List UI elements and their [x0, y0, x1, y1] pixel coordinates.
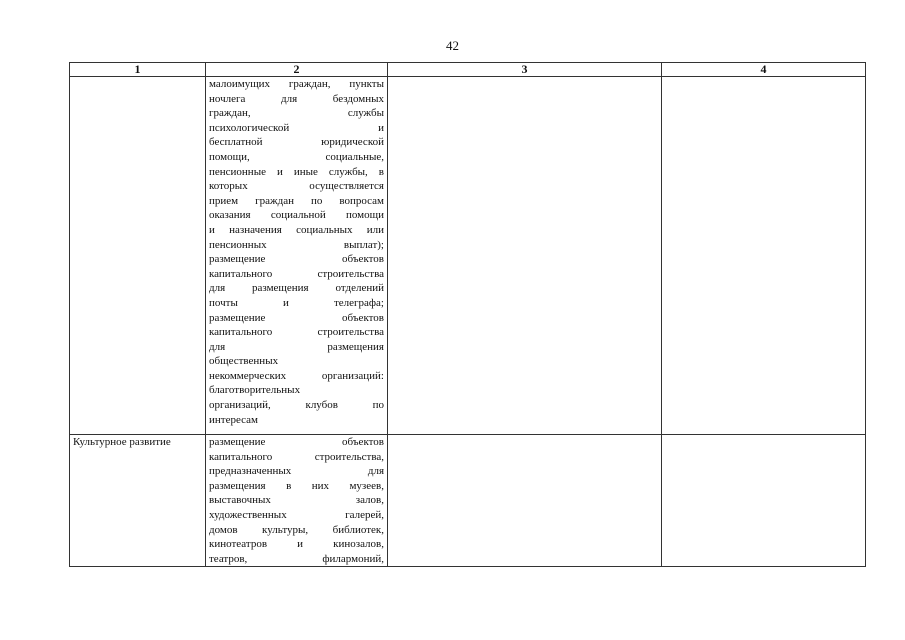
description-line: почты и телеграфа;: [209, 296, 384, 309]
description-line: выставочных залов,: [209, 494, 384, 507]
parameters-cell: [388, 77, 662, 435]
table-row: [70, 435, 866, 567]
description-line: кинотеатров и кинозалов,: [209, 538, 384, 551]
land-use-table: [69, 62, 866, 567]
use-type-name-cell: [70, 435, 206, 567]
description-cell: [206, 435, 388, 567]
description-line: организаций, клубов по: [209, 399, 384, 412]
description-line: капитального строительства,: [209, 450, 384, 463]
description-line: театров, филармоний,: [209, 552, 384, 565]
use-type-name: Культурное развитие: [73, 436, 171, 448]
page-number: 42: [446, 38, 459, 53]
description-line: пенсионные и иные службы, в: [209, 165, 384, 178]
code-cell: [662, 435, 866, 567]
description-line: малоимущих граждан, пункты: [209, 78, 384, 90]
description-line: прием граждан по вопросам: [209, 194, 384, 207]
description-line: художественных галерей,: [209, 508, 384, 521]
description-line: интересам: [209, 413, 258, 426]
description-line: оказания социальной помощи: [209, 209, 384, 222]
parameters-cell: [388, 435, 662, 567]
column-header-1: 1: [70, 63, 206, 77]
description-line: ночлега для бездомных: [209, 92, 384, 105]
description-line: общественных: [209, 355, 279, 368]
description-line: домов культуры, библиотек,: [209, 523, 384, 536]
description-line: для размещения отделений: [209, 282, 384, 295]
use-type-description: [206, 77, 387, 427]
description-line: размещения в них музеев,: [209, 479, 384, 492]
description-line: благотворительных: [209, 384, 301, 397]
description-line: некоммерческих организаций:: [209, 369, 384, 382]
column-header-4: 4: [662, 63, 866, 77]
column-header-2: 2: [206, 63, 388, 77]
description-line: размещение объектов: [209, 436, 384, 448]
code-cell: [662, 77, 866, 435]
description-line: бесплатной юридической: [209, 136, 384, 149]
use-type-name-cell: [70, 77, 206, 435]
description-line: помощи, социальные,: [209, 150, 384, 163]
description-line: граждан, службы: [209, 107, 384, 120]
description-line: размещение объектов: [209, 253, 384, 266]
description-line: для размещения: [209, 340, 384, 353]
use-type-description: [206, 435, 387, 566]
table-header-row: [70, 63, 866, 77]
description-line: предназначенных для: [209, 465, 384, 478]
description-cell: [206, 77, 388, 435]
description-line: капитального строительства: [209, 267, 384, 280]
description-line: и назначения социальных или: [209, 223, 384, 236]
description-line: капитального строительства: [209, 326, 384, 339]
description-line: пенсионных выплат);: [209, 238, 384, 251]
column-header-3: 3: [388, 63, 662, 77]
description-line: которых осуществляется: [209, 180, 384, 193]
description-line: психологической и: [209, 121, 384, 134]
description-line: размещение объектов: [209, 311, 384, 324]
table-row: [70, 77, 866, 435]
